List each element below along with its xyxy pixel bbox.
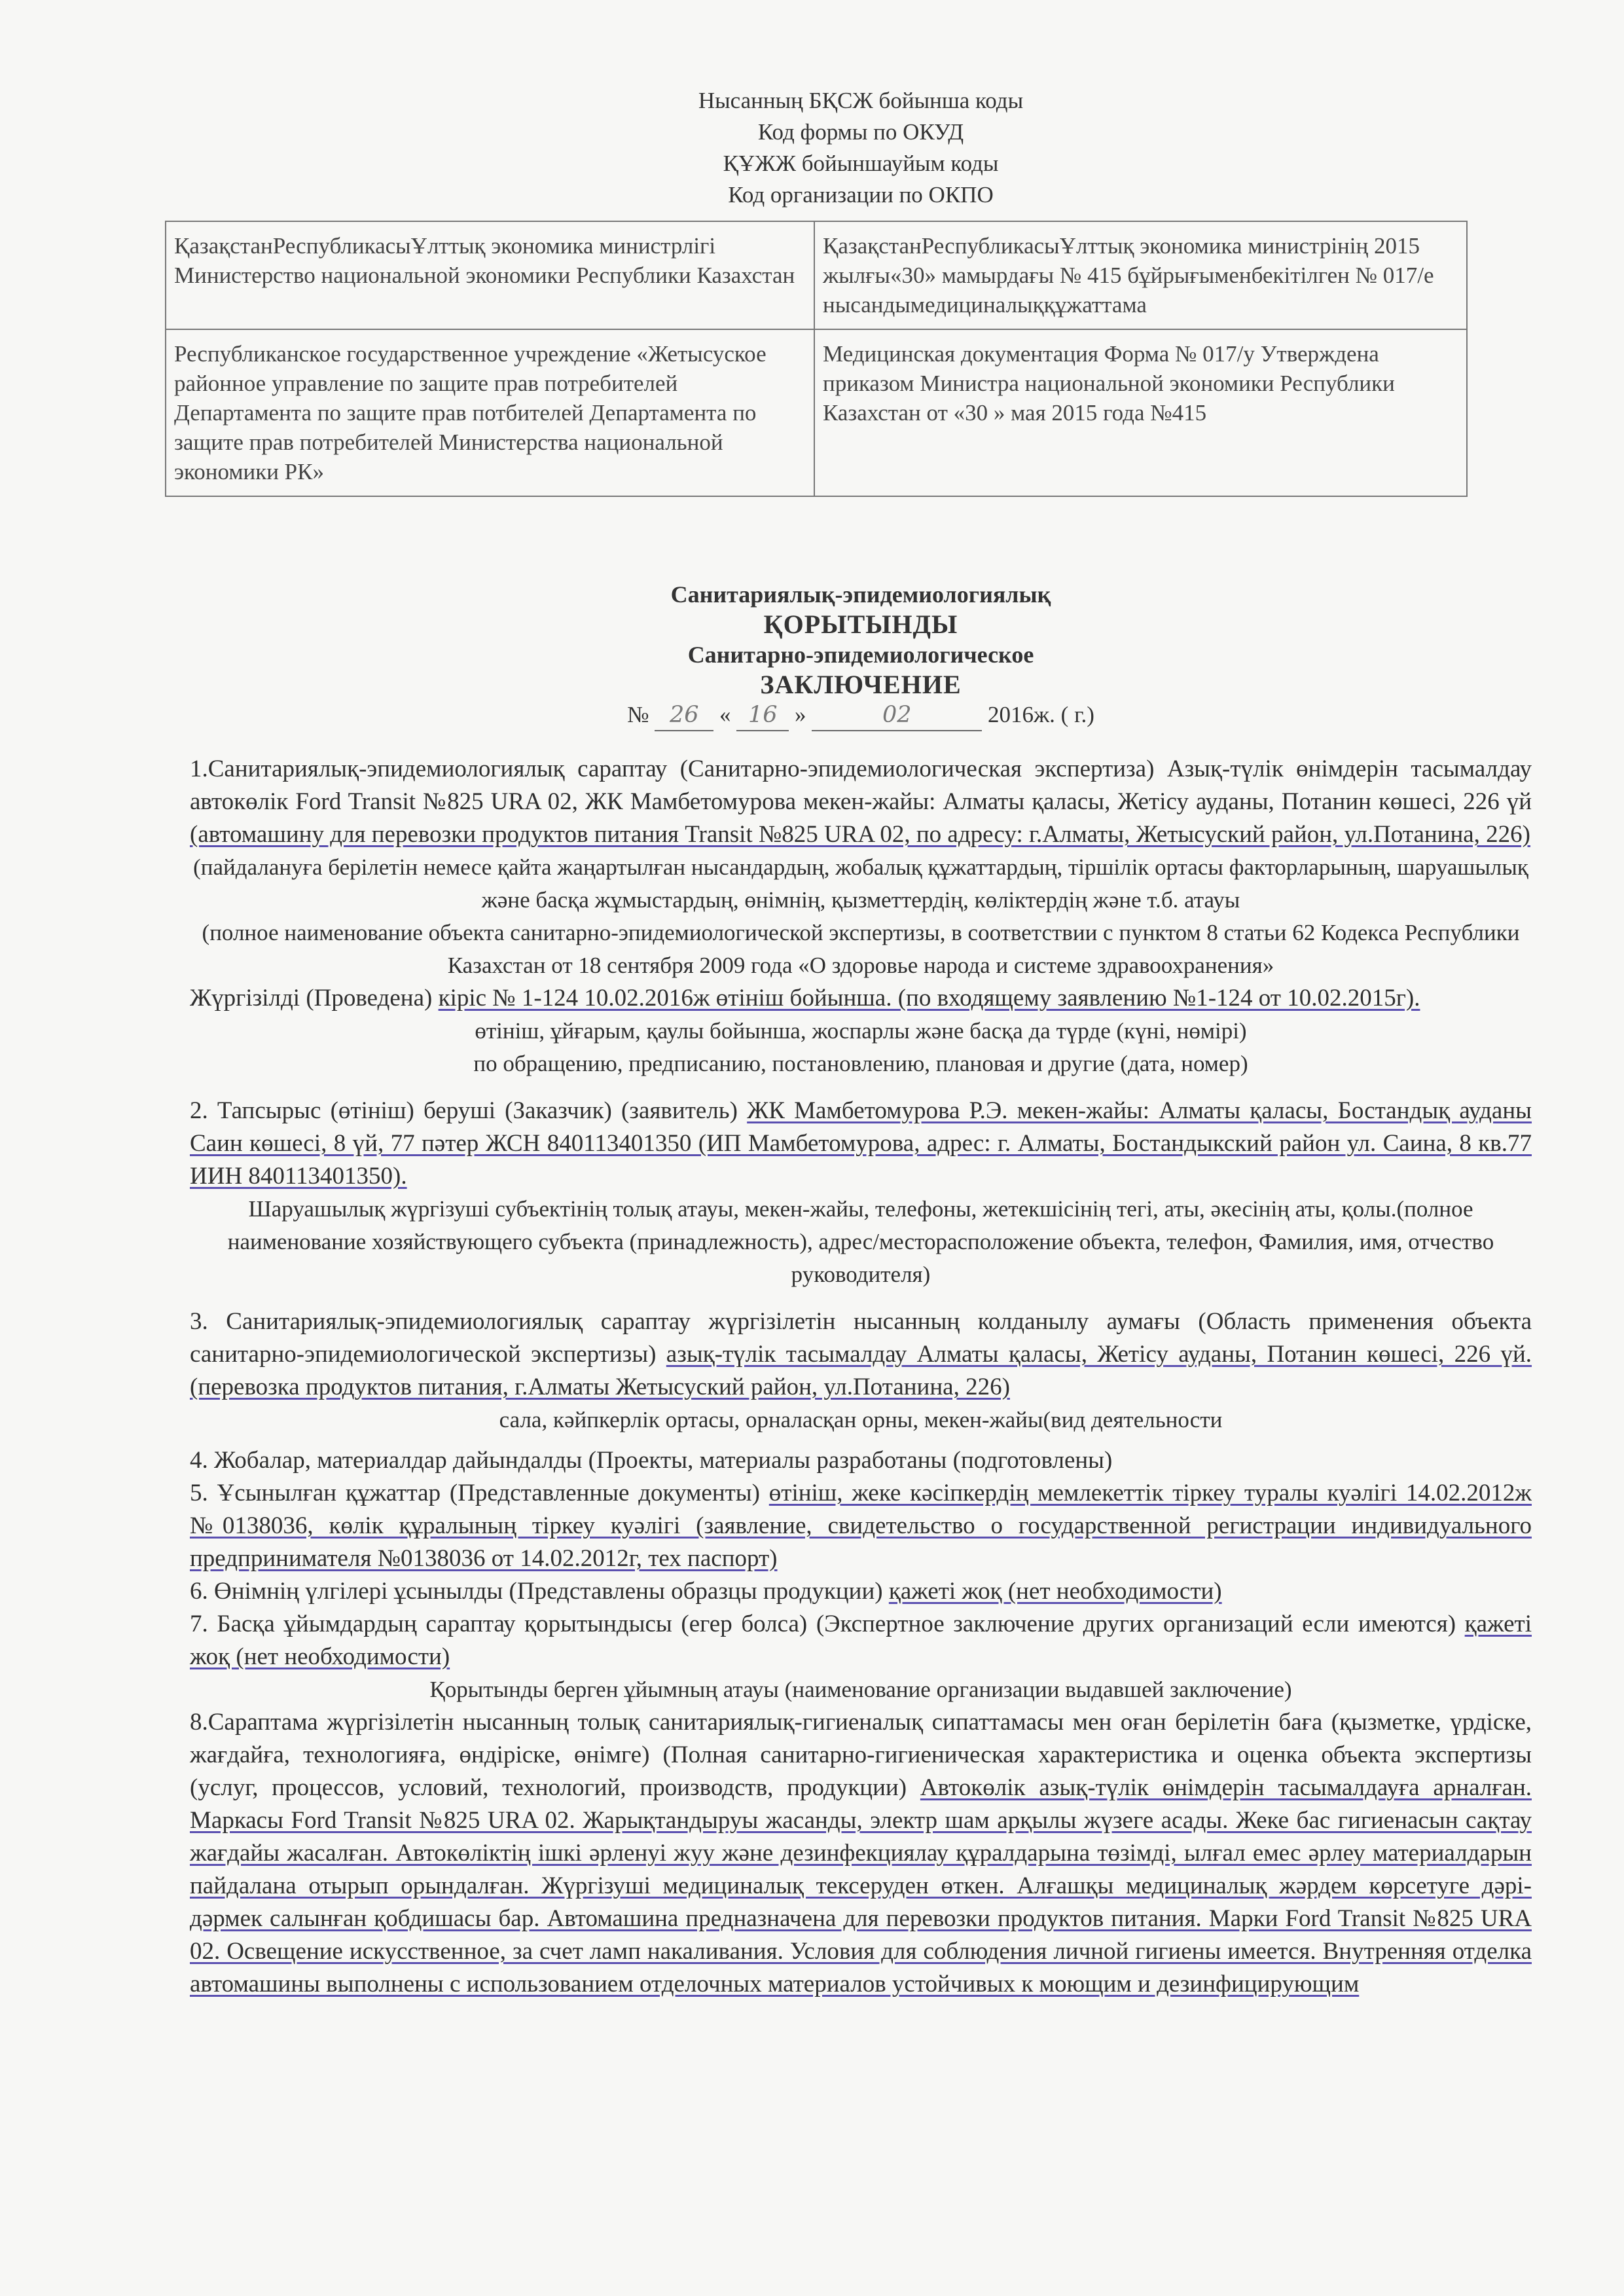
section-4: 4. Жобалар, материалдар дайындалды (Проекты, материалы разработаны (подготовлены)	[190, 1447, 1113, 1474]
ministry-cell: ҚазақстанРеспубликасыҰлттық экономика министрлігі Министерство национальной экономики Республики Казахстан	[166, 221, 814, 329]
day-value: 16	[736, 700, 789, 731]
section-5-value: өтініш, жеке кәсіпкердің мемлекеттік тіркеу туралы куәлігі 14.02.2012ж №0138036, көлік құралының тіркеу куәлігі (заявление, свидетельство о государственной регистрации индивидуального предпринимателя №0138036 от 14.02.2012г, тех паспорт)	[190, 1480, 1532, 1572]
section-1-prefix: 1.Санитариялық-эпидемиологиялық сараптау (Санитарно-эпидемиологическая экспертиза)	[190, 756, 1167, 782]
section-5	[190, 1477, 1532, 1575]
order-kz-cell: ҚазақстанРеспубликасыҰлттық экономика министрінің 2015 жылғы«30» мамырдағы № 415 бұйрығыменбекітілген № 017/е нысандымедициналыққұжаттама	[814, 221, 1467, 329]
section-2-label: 2. Тапсырыс (өтініш) беруші (Заказчик) (заявитель)	[190, 1097, 748, 1124]
section-5-label: 5. Ұсынылған құжаттар (Представленные документы)	[190, 1480, 769, 1506]
section-6-value: қажеті жоқ (нет необходимости)	[888, 1578, 1222, 1605]
month-value: 02	[812, 700, 982, 731]
basis-kz: өтініш, ұйғарым, қаулы бойынша, жоспарлы және басқа да түрде (күні, нөмірі)	[475, 1018, 1247, 1044]
section-1	[190, 753, 1532, 851]
form-codes	[164, 85, 1558, 211]
section-1-note-kz: (пайдалануға берілетін немесе қайта жаңартылған нысандардың, жобалық құжаттардың, тіршілік ортасы факторларының, шаруашылық және басқа жұмыстардың, өнімнің, қызметтердің, көліктердің және т.б. атауы	[193, 854, 1528, 913]
section-7-label: 7. Басқа ұйымдардың сараптау қорытындысы (егер болса) (Экспертное заключение других организаций если имеются)	[190, 1611, 1465, 1637]
section-2-value: ЖК Мамбетомурова Р.Э. мекен-жайы: Алматы қаласы, Бостандық ауданы Саин көшесі, 8 үй, 77 пәтер ЖСН 840113401350 (ИП Мамбетомурова, адрес: г. Алматы, Бостандыкский район ул. Саина, 8 кв.77 ИИН 840113401350).	[190, 1097, 1532, 1190]
section-2	[190, 1095, 1532, 1193]
section-8-value: Автокөлік азық-түлік өнімдерін тасымалдауға арналған. Маркасы Ford Transit №825 URA 02. Жарықтандыруы жасанды, электр шам арқылы жүзеге асады. Жеке бас гигиенасын сақтау жағдайы жасалған. Автокөліктің ішкі әрленуі жуу және дезинфекциялау құралдарына төзімді, ылғал емес әрлеу материалдарын пайдалана отырып орындалған. Жүргізуші медициналық тексеруден өткен. Алғашқы медициналық жәрдем көрсетуге дәрі-дәрмек салынған қобдишасы бар. Автомашина предназначена для перевозки продуктов питания. Марки Ford Transit №825 URA 02. Освещение искусственное, за счет ламп накаливания. Условия для соблюдения личной гигиены имеется. Внутренняя отделка автомашины выполнены с использованием отделочных материалов устойчивых к моющим и дезинфицирующим	[190, 1774, 1532, 1997]
section-8-label: 8.Сараптама жүргізілетін нысанның толық санитариялық-гигиеналық сипаттамасы мен оған берілетін баға (қызметке, үрдіске, жағдайға, технологияға, өндіріске, өнімге) (Полная санитарно-гигиеническая характеристика и оценка объекта экспертизы (услуг, процессов, условий, технологий, производств, продукции)	[190, 1709, 1532, 1801]
year-suffix: 2016ж. ( г.)	[988, 702, 1094, 727]
conducted-value: кіріс № 1-124 10.02.2016ж өтініш бойынша. (по входящему заявлению №1-124 от 10.02.2015г).	[438, 985, 1420, 1011]
section-3	[190, 1305, 1532, 1404]
quote-open: «	[719, 702, 731, 727]
title-kz-line2: ҚОРЫТЫНДЫ	[763, 610, 958, 639]
document-body	[190, 753, 1532, 2001]
basis-ru: по обращению, предписанию, постановлению, плановая и другие (дата, номер)	[473, 1051, 1248, 1076]
title-ru-line1: Санитарно-эпидемиологическое	[687, 642, 1034, 668]
form-code-line: Код формы по ОКУД	[757, 119, 964, 145]
order-ru-cell: Медицинская документация Форма № 017/у Утверждена приказом Министра национальной экономики Республики Казахстан от «30 » мая 2015 года №415	[814, 329, 1467, 496]
section-3-note: сала, кәйпкерлік ортасы, орналасқан орны, мекен-жайы(вид деятельности	[499, 1407, 1223, 1432]
quote-close: »	[795, 702, 806, 727]
section-7-value: қажеті жоқ (нет необходимости)	[190, 1611, 1532, 1670]
section-7	[190, 1608, 1532, 1673]
document-number-line	[164, 700, 1558, 731]
form-code-line: Нысанның БҚСЖ бойынша коды	[698, 88, 1024, 113]
section-1-note-ru: (полное наименование объекта санитарно-эпидемиологической экспертизы, в соответствии с пунктом 8 статьи 62 Кодекса Республики Казахстан от 18 сентября 2009 года «О здоровье народа и системе здравоохранения»	[202, 920, 1520, 978]
title-kz-line1: Санитариялық-эпидемиологиялық	[670, 581, 1051, 608]
number-value: 26	[655, 700, 713, 731]
section-8	[190, 1706, 1532, 2001]
conducted-label: Жүргізілді (Проведена)	[190, 985, 439, 1011]
section-1-subject-kz: Азық-түлік өнімдерін тасымалдау автокөлік Ford Transit №825 URA 02, ЖК Мамбетомурова мекен-жайы: Алматы қаласы, Жетісу ауданы, Потанин көшесі, 226 үй	[190, 756, 1532, 815]
form-code-line: ҚҰЖЖ бойыншауйым коды	[723, 151, 999, 176]
form-code-line: Код организации по ОКПО	[728, 182, 994, 208]
section-1-conducted	[190, 982, 1532, 1015]
number-label: №	[627, 702, 649, 727]
section-6	[190, 1575, 1532, 1608]
document-title	[164, 579, 1558, 731]
section-6-label: 6. Өнімнің үлгілері ұсынылды (Представлены образцы продукции)	[190, 1578, 889, 1605]
section-3-label: 3. Санитариялық-эпидемиологиялық сараптау жүргізілетін нысанның колданылу аумағы (Область применения объекта санитарно-эпидемиологической экспертизы)	[190, 1308, 1532, 1368]
section-7-note: Қорытынды берген ұйымның атауы (наименование организации выдавшей заключение)	[429, 1677, 1292, 1702]
section-1-subject-ru: (автомашину для перевозки продуктов питания Transit №825 URA 02, по адресу: г.Алматы, Жетысуский район, ул.Потанина, 226)	[190, 821, 1531, 848]
header-table	[165, 221, 1468, 497]
title-ru-line2: ЗАКЛЮЧЕНИЕ	[760, 670, 962, 699]
agency-cell: Республиканское государственное учреждение «Жетысуское районное управление по защите прав потребителей Департамента по защите прав потбителей Департамента по защите прав потребителей Министерства национальной экономики РК»	[166, 329, 814, 496]
section-2-note: Шаруашылық жүргізуші субъектінің толық атауы, мекен-жайы, телефоны, жетекшісінің тегі, аты, әкесінің аты, қолы.(полное наименование хозяйствующего субъекта (принадлежность), адрес/месторасположение объекта, телефон, Фамилия, имя, отчество руководителя)	[227, 1196, 1494, 1287]
section-3-value: азық-түлік тасымалдау Алматы қаласы, Жетісу ауданы, Потанин көшесі, 226 үй. (перевозка продуктов питания, г.Алматы Жетысуский район, ул.Потанина, 226)	[190, 1341, 1532, 1400]
